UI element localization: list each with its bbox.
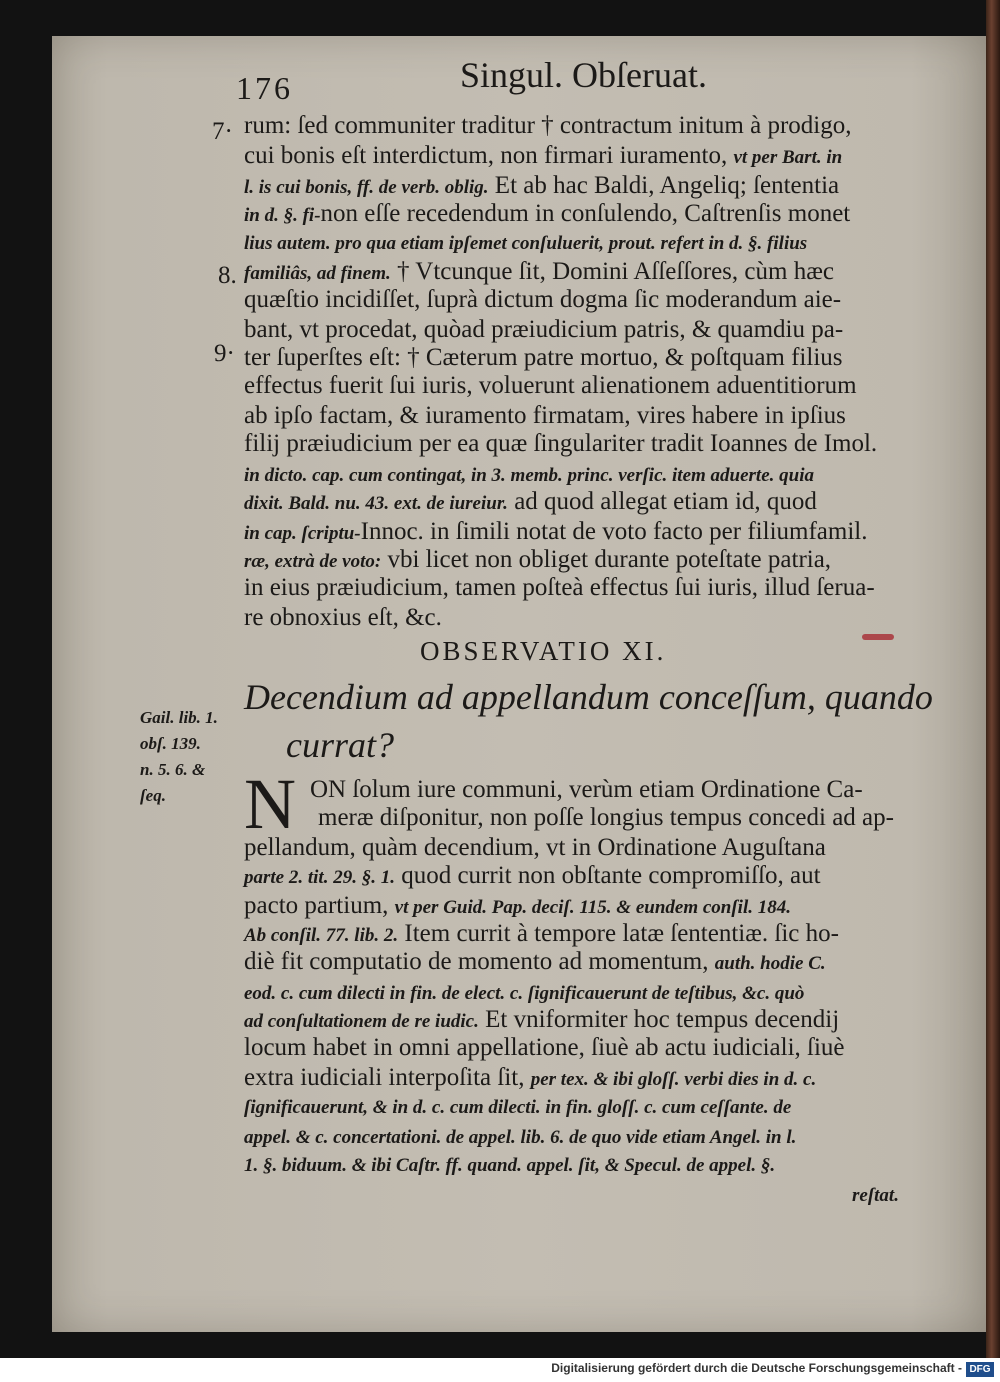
margin-number-9: 9· <box>214 340 235 367</box>
observation-heading: OBSERVATIO XI. <box>420 636 667 666</box>
footer-credit: Digitalisierung gefördert durch die Deutsche Forschungsgemeinschaft - <box>551 1361 962 1375</box>
side-note <box>140 705 218 809</box>
citation-italic: in d. §. fi- <box>244 205 321 226</box>
text-line <box>244 344 843 372</box>
margin-number-7: 7· <box>212 118 233 145</box>
text-line <box>244 892 791 922</box>
text-line <box>244 286 841 314</box>
text-line <box>244 258 834 288</box>
text-line <box>310 776 863 804</box>
page-number: 176 <box>236 70 293 106</box>
text-line <box>244 546 831 576</box>
text-line <box>244 112 852 140</box>
text-line <box>244 1064 816 1094</box>
text-roman: † Vtcunque ſit, Domini Aſſeſſores, cùm hæc <box>390 258 834 285</box>
text-line <box>244 518 867 548</box>
text-roman: ab ipſo factam, & iuramento firmatam, vires habere in ipſius <box>244 402 846 429</box>
text-line <box>244 862 821 892</box>
book-spine <box>986 0 1000 1358</box>
citation-italic: per tex. & ibi gloſſ. verbi dies in d. c. <box>530 1069 817 1090</box>
text-line <box>244 948 826 978</box>
citation-italic: vt per Guid. Pap. deciſ. 115. & eundem conſil. 184. <box>394 897 791 918</box>
side-note-line: Gail. lib. 1. <box>140 708 218 727</box>
text-roman: rum: ſed communiter traditur † contractum initum à prodigo, <box>244 112 852 139</box>
text-roman: locum habet in omni appellatione, ſiuè ab actu iudiciali, ſiuè <box>244 1034 845 1061</box>
text-line <box>244 834 826 862</box>
text-line <box>244 430 877 458</box>
text-line <box>244 372 857 400</box>
text-roman: bant, vt procedat, quòad præiudicium patris, & quamdiu pa- <box>244 316 844 343</box>
text-roman: Innoc. in ſimili notat de voto facto per filiumfamil. <box>360 518 868 545</box>
citation-italic: ad conſultationem de re iudic. <box>244 1011 479 1032</box>
text-roman: in eius præiudicium, tamen poſteà effectus ſui iuris, illud ſerua- <box>244 574 875 601</box>
text-roman: quæſtio incidiſſet, ſuprà dictum dogma ſic moderandum aie- <box>244 286 842 313</box>
text-roman: pacto partium, <box>244 892 395 919</box>
citation-italic: dixit. Bald. nu. 43. ext. de iureiur. <box>244 493 508 514</box>
text-roman: ad quod allegat etiam id, quod <box>507 488 817 515</box>
text-line <box>244 228 807 258</box>
citation-italic: auth. hodie C. <box>714 953 826 974</box>
citation-italic: in dicto. cap. cum contingat, in 3. memb. princ. verſic. item aduerte. quia <box>244 465 814 486</box>
text-line <box>244 488 817 518</box>
side-note-line: obſ. 139. <box>140 734 201 753</box>
citation-italic: familiâs, ad finem. <box>244 263 391 284</box>
text-roman: quod currit non obſtante compromiſſo, aut <box>394 862 821 889</box>
text-roman: Item currit à tempore latæ ſententiæ. ſic ho- <box>398 920 839 947</box>
drop-cap: N <box>244 764 296 844</box>
text-line <box>244 920 839 950</box>
text-line <box>244 604 442 632</box>
margin-number-8: 8. <box>218 262 237 289</box>
text-line <box>244 316 843 344</box>
text-line <box>852 1180 899 1210</box>
text-roman: filij præiudicium per ea quæ ſingulariter tradit Ioannes de Imol. <box>244 430 878 457</box>
text-roman: ON ſolum iure communi, verùm etiam Ordinatione Ca- <box>310 776 863 803</box>
text-roman: meræ diſponitur, non poſſe longius tempus concedi ad ap- <box>318 804 894 831</box>
text-roman: non eſſe recedendum in conſulendo, Caſtrenſis monet <box>320 200 851 227</box>
text-line <box>244 200 850 230</box>
text-roman: ter ſuperſtes eſt: † Cæterum patre mortuo, & poſtquam filius <box>244 344 843 371</box>
citation-italic: ræ, extrà de voto: <box>244 551 382 572</box>
citation-italic: 1. §. biduum. & ibi Caſtr. ff. quand. appel. ſit, & Specul. de appel. §. <box>244 1155 776 1176</box>
citation-italic: lius autem. pro qua etiam ipſemet conſuluerit, prout. refert in d. §. filius <box>244 233 808 254</box>
citation-italic: vt per Bart. in <box>733 147 843 168</box>
footer-bar <box>0 1358 1000 1382</box>
red-ink-mark <box>862 634 894 640</box>
citation-italic: reſtat. <box>852 1185 899 1206</box>
citation-italic: appel. & c. concertationi. de appel. lib. 6. de quo vide etiam Angel. in l. <box>244 1127 797 1148</box>
text-line <box>244 1150 775 1180</box>
text-roman: diè fit computatio de momento ad momentum, <box>244 948 715 975</box>
side-note-line: ſeq. <box>140 786 166 805</box>
text-line <box>244 172 839 202</box>
text-roman: Et vniformiter hoc tempus decendij <box>478 1006 840 1033</box>
citation-italic: l. is cui bonis, ff. de verb. oblig. <box>244 177 489 198</box>
running-title: Singul. Obſeruat. <box>460 55 707 95</box>
text-line <box>244 1122 796 1152</box>
observation-question-continued: currat? <box>286 725 394 765</box>
side-note-line: n. 5. 6. & <box>140 760 206 779</box>
citation-italic: eod. c. cum dilecti in fin. de elect. c. ſignificauerunt de teſtibus, &c. quò <box>244 983 805 1004</box>
text-line <box>244 402 846 430</box>
text-roman: pellandum, quàm decendium, vt in Ordinatione Auguſtana <box>244 834 826 861</box>
text-line <box>244 460 814 490</box>
text-line <box>244 574 875 602</box>
text-roman: vbi licet non obliget durante poteſtate patria, <box>381 546 832 573</box>
text-roman: cui bonis eſt interdictum, non firmari iuramento, <box>244 142 734 169</box>
text-line <box>244 142 842 172</box>
text-line <box>244 1092 791 1122</box>
citation-italic: in cap. ſcriptu- <box>244 523 361 544</box>
text-roman: effectus fuerit ſui iuris, voluerunt alienationem aduentitiorum <box>244 372 857 399</box>
text-roman: extra iudiciali interpoſita ſit, <box>244 1064 531 1091</box>
text-line <box>318 804 894 832</box>
dfg-logo: DFG <box>966 1362 994 1377</box>
text-roman: Et ab hac Baldi, Angeliq; ſententia <box>488 172 840 199</box>
observation-question: Decendium ad appellandum conceſſum, quando <box>244 677 933 717</box>
citation-italic: ſignificauerunt, & in d. c. cum dilecti. in fin. gloſſ. c. cum ceſſante. de <box>244 1097 792 1118</box>
text-roman: re obnoxius eſt, &c. <box>244 604 442 631</box>
citation-italic: parte 2. tit. 29. §. 1. <box>244 867 395 888</box>
text-line <box>244 1006 839 1036</box>
text-line <box>244 1034 845 1062</box>
citation-italic: Ab conſil. 77. lib. 2. <box>244 925 399 946</box>
text-line <box>244 978 804 1008</box>
